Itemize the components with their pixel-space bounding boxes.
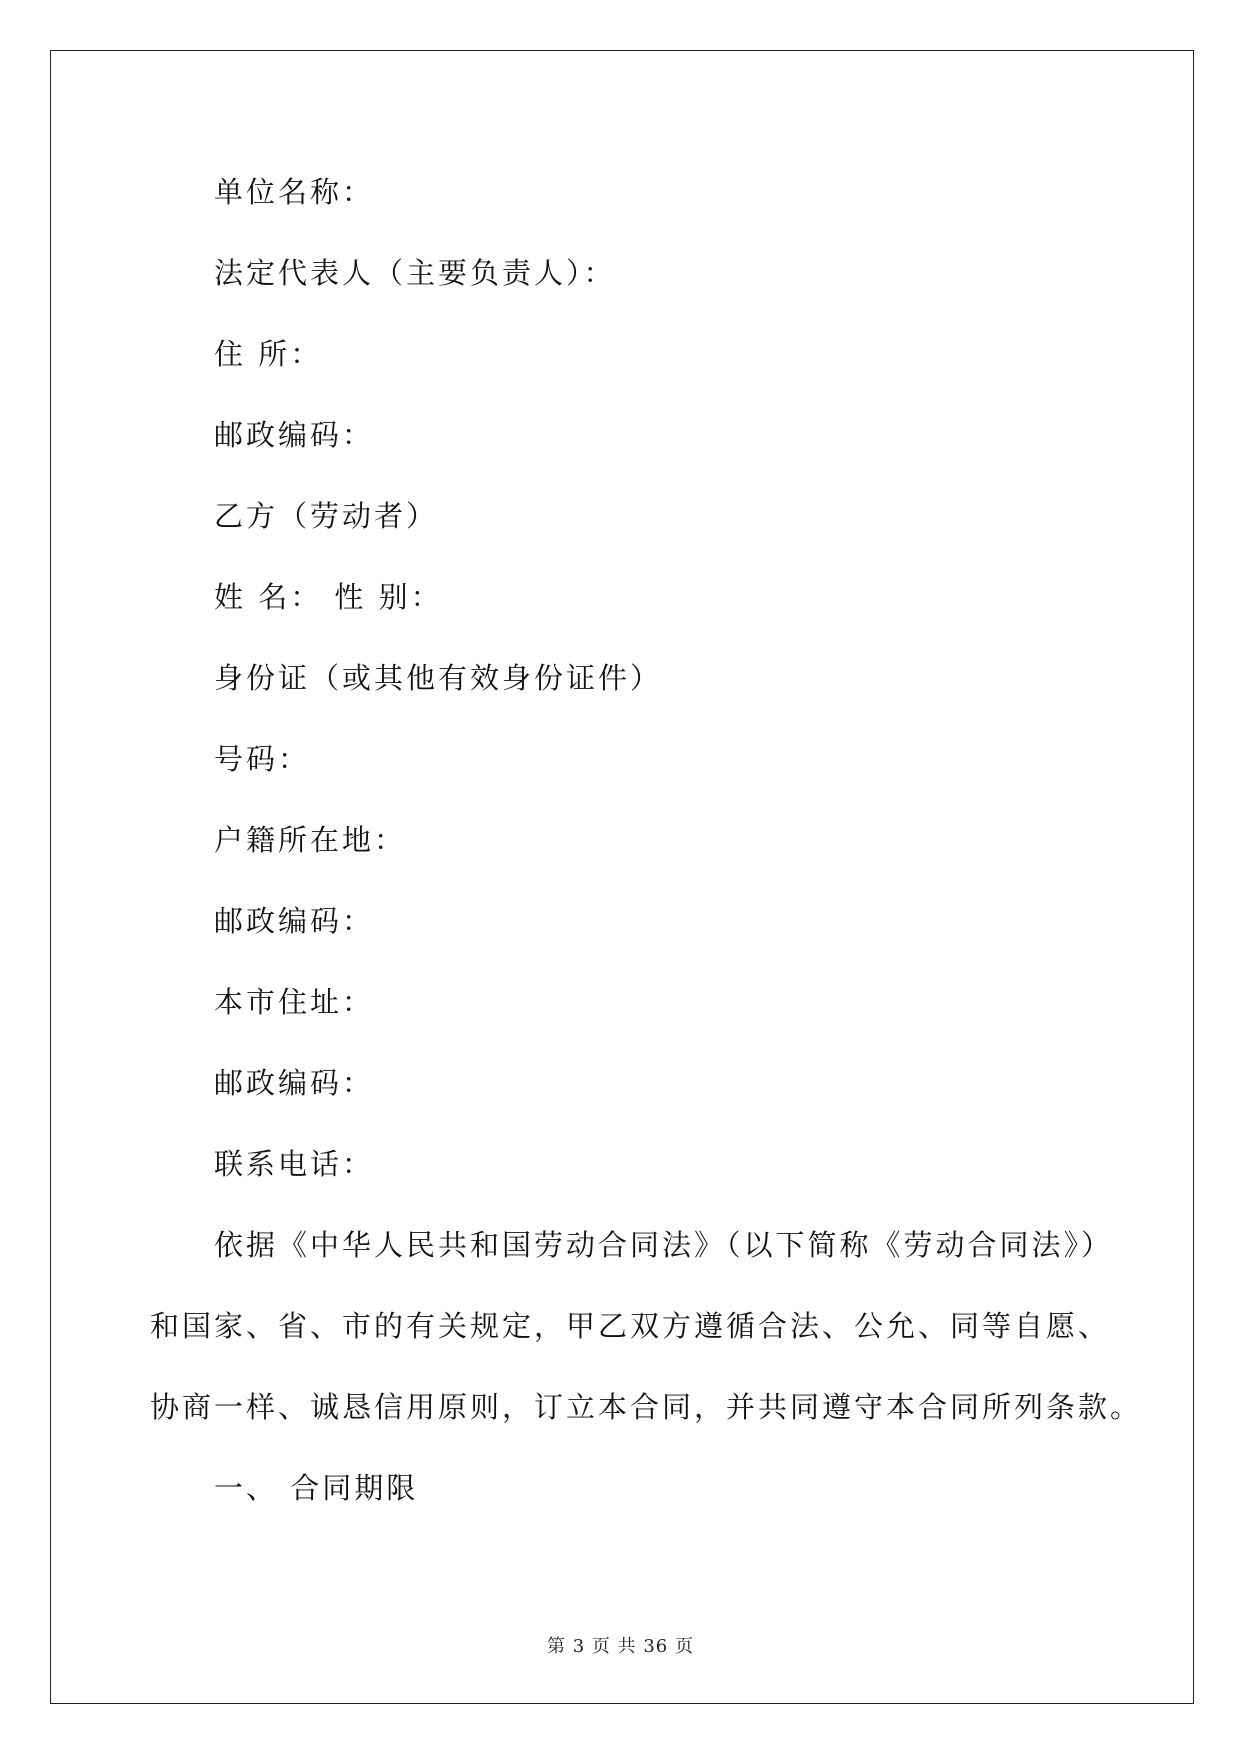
field-legal-representative: 法定代表人（主要负责人）：	[214, 256, 616, 290]
field-unit-name: 单位名称：	[214, 175, 375, 209]
field-name-gender: 姓 名： 性 别：	[214, 580, 443, 614]
field-phone: 联系电话：	[214, 1147, 375, 1181]
field-household-registration: 户籍所在地：	[214, 823, 407, 857]
paragraph-line-1: 依据《中华人民共和国劳动合同法》（以下简称《劳动合同法》）	[214, 1228, 1114, 1262]
field-postal-code-local: 邮政编码：	[214, 1066, 375, 1100]
party-b-heading: 乙方（劳动者）	[214, 499, 439, 533]
page-number-footer: 第 3 页 共 36 页	[547, 1636, 694, 1657]
paragraph-line-2: 和国家、省、市的有关规定，甲乙双方遵循合法、公允、同等自愿、	[150, 1309, 1111, 1343]
field-postal-code-household: 邮政编码：	[214, 904, 375, 938]
field-local-address: 本市住址：	[214, 985, 375, 1019]
section-heading-contract-term: 一、 合同期限	[214, 1471, 419, 1505]
field-id-number: 号码：	[214, 742, 311, 776]
paragraph-line-3: 协商一样、诚恳信用原则，订立本合同，并共同遵守本合同所列条款。	[150, 1390, 1143, 1424]
field-id-card: 身份证（或其他有效身份证件）	[214, 661, 663, 695]
page-border	[50, 50, 1194, 1704]
field-residence: 住 所：	[214, 337, 323, 371]
field-postal-code-employer: 邮政编码：	[214, 418, 375, 452]
